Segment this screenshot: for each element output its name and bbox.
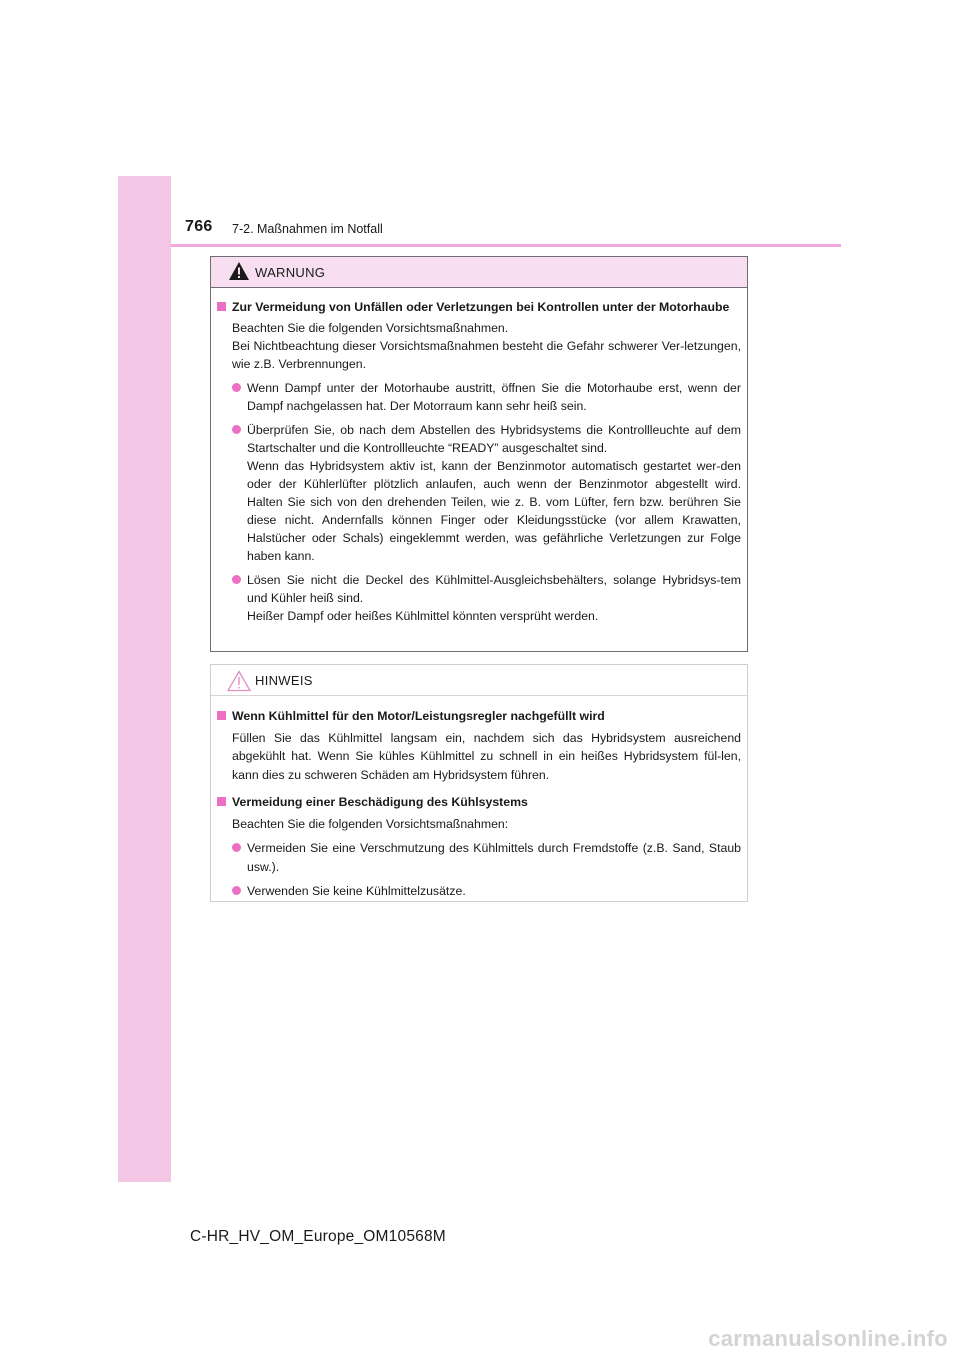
header-rule: [171, 244, 841, 247]
square-bullet-icon: [217, 302, 226, 311]
notice-bullet-text: Vermeiden Sie eine Verschmutzung des Kühlmittels durch Fremdstoffe (z.B. Sand, Staub usw.).: [247, 841, 741, 874]
warning-intro-line: Beachten Sie die folgenden Vorsichtsmaßnahmen.: [232, 321, 509, 335]
notice-header: [211, 665, 747, 696]
notice-heading-text: Vermeidung einer Beschädigung des Kühlsystems: [232, 795, 528, 809]
warning-bullet: [217, 379, 741, 415]
warning-bullet-text: Wenn Dampf unter der Motorhaube austritt, öffnen Sie die Motorhaube erst, wenn der Dampf nachgelassen hat. Der Motorraum kann sehr heiß sein.: [247, 381, 741, 413]
round-bullet-icon: [232, 425, 241, 434]
warning-bullet-text: Heißer Dampf oder heißes Kühlmittel könnten versprüht werden.: [247, 609, 599, 623]
warning-bullet: [217, 421, 741, 565]
notice-text: Beachten Sie die folgenden Vorsichtsmaßnahmen:: [232, 816, 509, 831]
notice-body: [211, 696, 747, 901]
section-title: 7-2. Maßnahmen im Notfall: [232, 222, 383, 236]
round-bullet-icon: [232, 383, 241, 392]
warning-box: [210, 256, 748, 652]
warning-bullet-text: Wenn das Hybridsystem aktiv ist, kann der Benzinmotor automatisch gestartet wer-den oder der Kühlerlüfter plötzlich anlaufen, auch wenn der Benzinmotor abgestellt wird. Halten Sie sich von den drehenden Teilen, wie z. B. vom Lüfter, fern bzw. berühren Sie diese nicht. Andernfalls können Finger oder Kleidungsstücke (vor allem Krawatten, Halstücher oder Schals) eingeklemmt werden, was gefährliche Verletzungen zur Folge haben kann.: [247, 459, 741, 563]
round-bullet-icon: [232, 886, 241, 895]
notice-bullet: [217, 882, 741, 901]
notice-box: [210, 664, 748, 902]
notice-heading: [217, 793, 741, 812]
notice-bullet-text: Verwenden Sie keine Kühlmittelzusätze.: [247, 884, 466, 898]
warning-body: [211, 288, 747, 625]
warning-intro: [217, 319, 741, 373]
warning-bullet-text: Lösen Sie nicht die Deckel des Kühlmittel-Ausgleichsbehälters, solange Hybridsys-tem und Kühler heiß sind.: [247, 573, 741, 605]
warning-heading: [217, 298, 741, 316]
warning-header: [211, 257, 747, 288]
warning-bullet-text: Überprüfen Sie, ob nach dem Abstellen des Hybridsystems die Kontrollleuchte auf dem Startschalter und die Kontrollleuchte “READY” ausgeschaltet sind.: [247, 423, 741, 455]
round-bullet-icon: [232, 575, 241, 584]
caution-triangle-icon: [227, 670, 251, 692]
document-code: C-HR_HV_OM_Europe_OM10568M: [190, 1228, 446, 1245]
watermark: carmanualsonline.info: [708, 1326, 948, 1351]
warning-title: WARNUNG: [255, 265, 326, 280]
warning-heading-text: Zur Vermeidung von Unfällen oder Verletzungen bei Kontrollen unter der Motorhaube: [232, 300, 730, 314]
notice-title: HINWEIS: [255, 673, 313, 688]
notice-bullet: [217, 839, 741, 876]
square-bullet-icon: [217, 797, 226, 806]
warning-intro-line: Bei Nichtbeachtung dieser Vorsichtsmaßnahmen besteht die Gefahr schwerer Ver-letzungen, wie z.B. Verbrennungen.: [232, 339, 741, 371]
warning-bullet: [217, 571, 741, 625]
notice-text: Füllen Sie das Kühlmittel langsam ein, nachdem sich das Hybridsystem ausreichend abgekühlt hat. Wenn Sie kühles Kühlmittel zu schnell in ein heißes Hybridsystem fül-len, kann dies zu schweren Schäden am Hybridsystem führen.: [232, 730, 741, 782]
page-number: 766: [185, 218, 213, 235]
square-bullet-icon: [217, 711, 226, 720]
chapter-sidebar-tab: [118, 176, 171, 1182]
notice-heading: [217, 707, 741, 726]
warning-triangle-icon: [228, 261, 250, 281]
notice-heading-text: Wenn Kühlmittel für den Motor/Leistungsregler nachgefüllt wird: [232, 709, 605, 723]
round-bullet-icon: [232, 843, 241, 852]
